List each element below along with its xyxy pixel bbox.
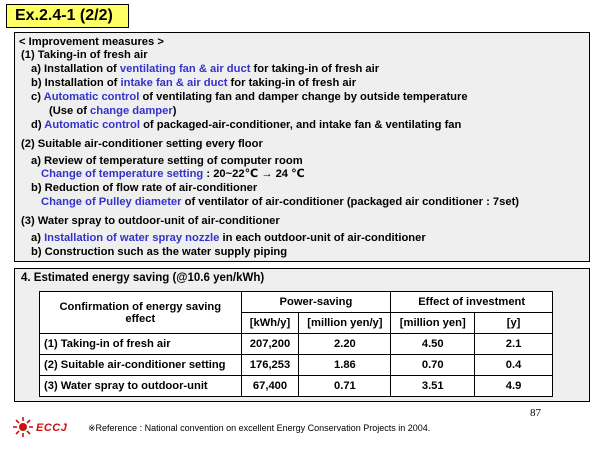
- slide-title: Ex.2.4-1 (2/2): [6, 4, 129, 28]
- section-2-item-a-detail: Change of temperature setting : 20~22℃ → 24 ℃: [41, 168, 305, 180]
- sunburst-logo-icon: [12, 416, 34, 438]
- row-label: (3) Water spray to outdoor-unit: [40, 376, 242, 397]
- investment-value: 3.51: [391, 376, 475, 397]
- section-2-heading: (2) Suitable air-conditioner setting every floor: [21, 138, 263, 150]
- section-3-item-b: b) Construction such as the water supply piping: [31, 246, 288, 258]
- improvement-measures-panel: [14, 32, 590, 262]
- million-yen-per-year-value: 2.20: [299, 334, 391, 355]
- row-label: (2) Suitable air-conditioner setting: [40, 355, 242, 376]
- section-1-item-c-note: (Use of change damper): [49, 105, 177, 117]
- table-row: [40, 355, 553, 376]
- unit-kwh: [kWh/y]: [241, 313, 299, 334]
- unit-million-yen: [million yen]: [391, 313, 475, 334]
- unit-million-yen-per-year: [million yen/y]: [299, 313, 391, 334]
- improvement-heading: < Improvement measures >: [19, 36, 164, 48]
- power-saving-header: Power-saving: [241, 292, 391, 313]
- energy-saving-heading: 4. Estimated energy saving (@10.6 yen/kWh): [21, 272, 265, 284]
- kwh-value: 207,200: [241, 334, 299, 355]
- table-header-row: [40, 292, 553, 313]
- section-3-heading: (3) Water spray to outdoor-unit of air-conditioner: [21, 215, 280, 227]
- section-2-item-b-detail: Change of Pulley diameter of ventilator of air-conditioner (packaged air conditioner : 7set): [41, 196, 520, 208]
- table-row: [40, 376, 553, 397]
- energy-saving-panel: [14, 268, 590, 402]
- section-1-item-a: a) Installation of ventilating fan & air duct for taking-in of fresh air: [31, 63, 380, 75]
- investment-value: 4.50: [391, 334, 475, 355]
- million-yen-per-year-value: 0.71: [299, 376, 391, 397]
- kwh-value: 176,253: [241, 355, 299, 376]
- reference-note: ※Reference : National convention on excellent Energy Conservation Projects in 2004.: [88, 423, 431, 433]
- row-label: (1) Taking-in of fresh air: [40, 334, 242, 355]
- section-2-item-b: b) Reduction of flow rate of air-conditioner: [31, 182, 258, 194]
- payback-years-value: 4.9: [475, 376, 553, 397]
- section-1-heading: (1) Taking-in of fresh air: [21, 49, 148, 61]
- table-corner-header: Confirmation of energy saving effect: [40, 292, 242, 334]
- logo-text: ECCJ: [36, 422, 68, 434]
- table-row: [40, 334, 553, 355]
- page-number: 87: [530, 407, 541, 419]
- section-1-item-c: c) Automatic control of ventilating fan and damper change by outside temperature: [31, 91, 468, 103]
- million-yen-per-year-value: 1.86: [299, 355, 391, 376]
- payback-years-value: 2.1: [475, 334, 553, 355]
- section-1-item-b: b) Installation of intake fan & air duct for taking-in of fresh air: [31, 77, 357, 89]
- kwh-value: 67,400: [241, 376, 299, 397]
- payback-years-value: 0.4: [475, 355, 553, 376]
- energy-saving-table: [39, 291, 553, 397]
- investment-effect-header: Effect of investment: [391, 292, 553, 313]
- eccj-logo: [12, 416, 82, 442]
- section-2-item-a: a) Review of temperature setting of computer room: [31, 155, 303, 167]
- investment-value: 0.70: [391, 355, 475, 376]
- unit-years: [y]: [475, 313, 553, 334]
- section-3-item-a: a) Installation of water spray nozzle in each outdoor-unit of air-conditioner: [31, 232, 426, 244]
- section-1-item-d: d) Automatic control of packaged-air-conditioner, and intake fan & ventilating fan: [31, 119, 462, 131]
